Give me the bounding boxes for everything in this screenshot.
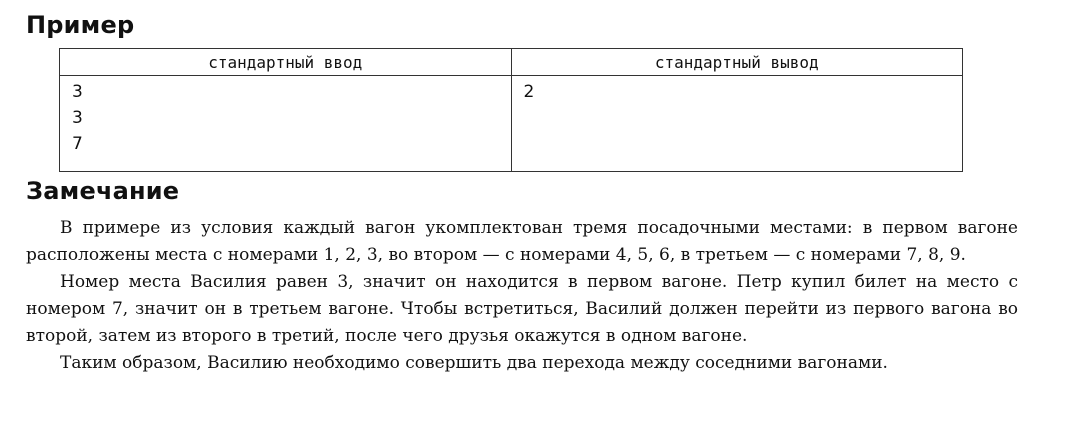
example-table-row (60, 76, 963, 172)
note-heading: Замечание (26, 177, 180, 205)
input-line: 3 (72, 108, 83, 128)
example-table (59, 48, 963, 172)
example-heading: Пример (26, 11, 135, 39)
note-paragraph: Таким образом, Василию необходимо совершить два перехода между соседними вагонами. (60, 353, 888, 373)
input-line: 3 (72, 82, 83, 102)
output-line: 2 (523, 82, 535, 102)
input-line: 7 (72, 134, 83, 154)
example-table-header-row (60, 49, 963, 76)
input-column-header: стандартный ввод (60, 49, 512, 76)
note-paragraph: Номер места Василия равен 3, значит он находится в первом вагоне. Петр купил билет на место с номером 7, значит он в третьем вагоне. Чтобы встретиться, Василий должен перейти из первого вагона во второй, затем из второго в третий, после чего друзья окажутся в одном вагоне. (26, 272, 1018, 346)
note-body (26, 215, 1018, 377)
output-column-header: стандартный вывод (511, 49, 963, 76)
input-cell (60, 76, 512, 172)
note-paragraph: В примере из условия каждый вагон укомплектован тремя посадочными местами: в первом вагоне расположены места с номерами 1, 2, 3, во втором — с номерами 4, 5, 6, в третьем — с номерами 7, 8, 9. (26, 218, 1018, 265)
output-cell (511, 76, 963, 172)
